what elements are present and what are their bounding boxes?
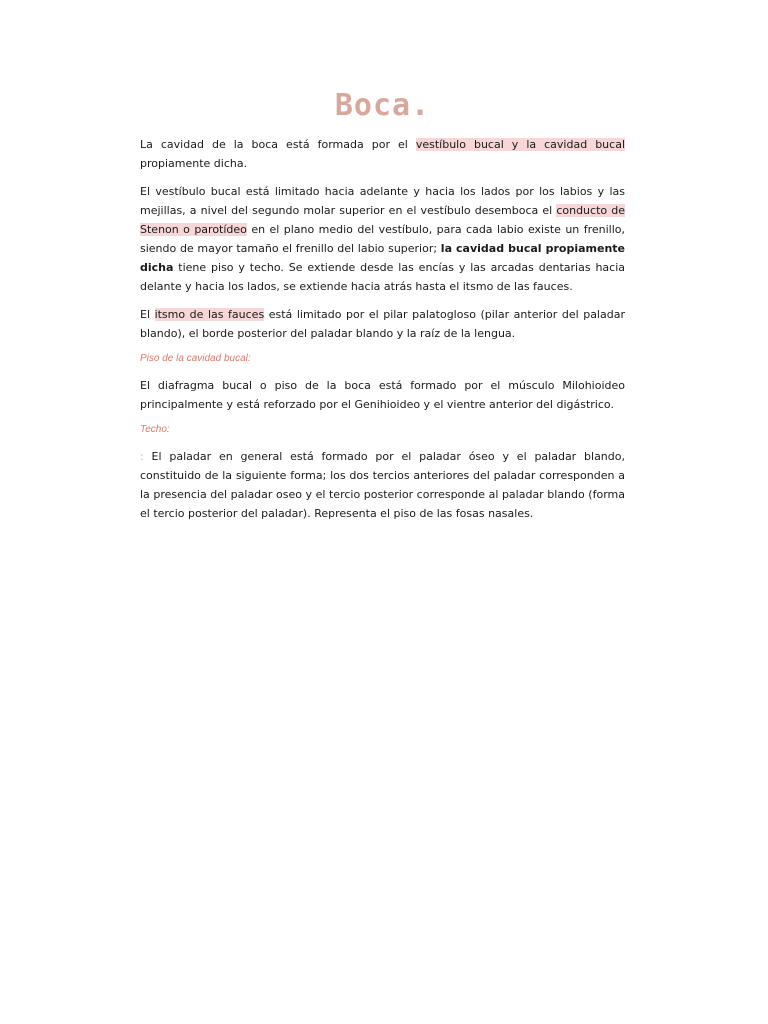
intro-text-before: La cavidad de la boca está formada por el — [140, 138, 416, 151]
paragraph-vestibulo — [140, 182, 625, 296]
vestibulo-text-1: El vestíbulo bucal está limitado hacia adelante y hacia los lados por los labios y las mejillas, a nivel del segundo molar superior en el vestíbulo desemboca el — [140, 185, 625, 217]
page-title: Boca. — [334, 88, 431, 123]
intro-text-after: propiamente dicha. — [140, 157, 248, 170]
vestibulo-text-2: en el plano medio del vestíbulo, para cada labio existe un frenillo, siendo de mayor tamaño el frenillo del labio superior; — [140, 223, 625, 255]
itsmo-text-after: está limitado por el pilar palatogloso (pilar anterior del paladar blando), el borde posterior del paladar blando y la raíz de la lengua. — [140, 308, 625, 340]
techo-lead-mark: : — [140, 450, 144, 463]
subheading-piso: Piso de la cavidad bucal: — [140, 353, 251, 364]
highlight-vestibulo: vestíbulo bucal y la cavidad bucal — [415, 138, 625, 151]
paragraph-piso: El diafragma bucal o piso de la boca está formado por el músculo Milohioideo principalmente y está reforzado por el Genihioideo y el vientre anterior del digástrico. — [140, 379, 625, 411]
paragraph-techo — [140, 447, 625, 523]
techo-text: El paladar en general está formado por el paladar óseo y el paladar blando, constituido de la siguiente forma; los dos tercios anteriores del paladar corresponden a la presencia del paladar oseo y el tercio posterior corresponde al paladar blando (forma el tercio posterior del paladar). Representa el piso de las fosas nasales. — [140, 450, 625, 520]
highlight-itsmo: itsmo de las fauces — [154, 308, 265, 321]
document-page — [140, 88, 625, 532]
highlight-stenon: conducto de Stenon o parotídeo — [140, 204, 626, 236]
paragraph-itsmo — [140, 305, 625, 343]
subheading-techo: Techo: — [140, 424, 170, 435]
paragraph-intro — [140, 135, 625, 173]
itsmo-text-before: El — [140, 308, 155, 321]
vestibulo-text-3: tiene piso y techo. Se extiende desde las encías y las arcadas dentarias hacia delante y hacia los lados, se extiende hacia atrás hasta el itsmo de las fauces. — [140, 261, 625, 293]
bold-cavidad-bucal: la cavidad bucal propiamente dicha — [140, 242, 625, 274]
